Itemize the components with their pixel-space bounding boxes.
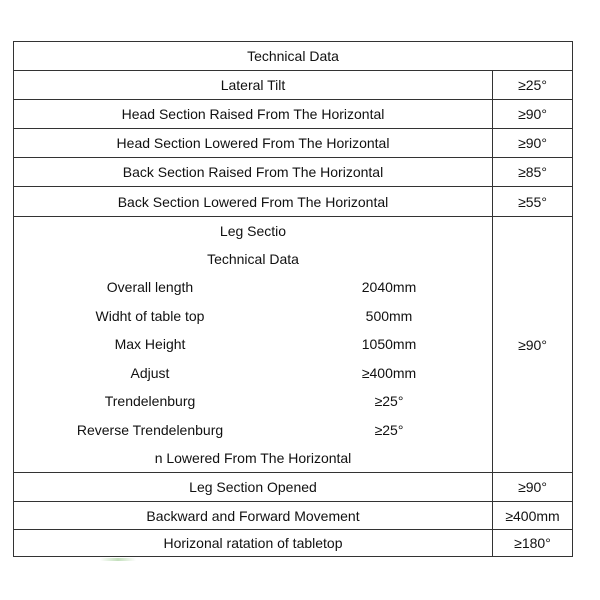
spec-value: 2040mm <box>361 279 417 295</box>
row-value: ≥180° <box>492 530 572 556</box>
spec-value: ≥400mm <box>361 365 417 381</box>
row-value: ≥25° <box>492 71 572 99</box>
inner-table-title: Technical Data <box>207 251 299 267</box>
row-value: ≥90° <box>492 217 572 472</box>
technical-data-table <box>13 41 573 557</box>
row-label: Horizonal ratation of tabletop <box>163 535 343 551</box>
row-value: ≥90° <box>492 129 572 157</box>
spec-name: Widht of table top <box>95 308 205 324</box>
row-value: ≥90° <box>492 100 572 128</box>
row-label: Leg Section Opened <box>189 479 317 495</box>
table-row <box>14 158 572 187</box>
spec-name: Reverse Trendelenburg <box>76 422 224 438</box>
table-row <box>14 100 572 129</box>
row-label: Head Section Raised From The Horizontal <box>121 106 385 122</box>
leg-section-title-start: Leg Sectio <box>219 223 287 239</box>
table-row <box>14 530 572 556</box>
table-row <box>14 187 572 217</box>
table-row <box>14 129 572 158</box>
row-label: Lateral Tilt <box>220 77 286 93</box>
spec-name: Trendelenburg <box>104 393 196 409</box>
row-label: Back Section Raised From The Horizontal <box>122 164 384 180</box>
row-value: ≥55° <box>492 187 572 216</box>
spec-name: Max Height <box>114 336 186 352</box>
spec-value: 500mm <box>365 308 413 324</box>
spec-name: Overall length <box>106 279 194 295</box>
row-label: Backward and Forward Movement <box>146 507 360 524</box>
leg-section-label-cell <box>14 217 492 472</box>
row-label: Head Section Lowered From The Horizontal <box>116 135 390 151</box>
row-value: ≥400mm <box>492 502 572 529</box>
row-value: ≥85° <box>492 158 572 186</box>
table-row <box>14 502 572 530</box>
leg-section-row <box>14 217 572 473</box>
decorative-mark <box>100 558 136 561</box>
table-header: Technical Data <box>247 48 339 64</box>
table-row <box>14 71 572 100</box>
row-value: ≥90° <box>492 473 572 501</box>
leg-section-title-end: n Lowered From The Horizontal <box>154 450 352 466</box>
spec-value: ≥25° <box>374 393 404 409</box>
spec-value: 1050mm <box>361 336 417 352</box>
spec-value: ≥25° <box>374 422 404 438</box>
table-header-row <box>14 42 572 71</box>
table-row <box>14 473 572 502</box>
spec-name: Adjust <box>130 365 170 381</box>
row-label: Back Section Lowered From The Horizontal <box>117 193 389 210</box>
